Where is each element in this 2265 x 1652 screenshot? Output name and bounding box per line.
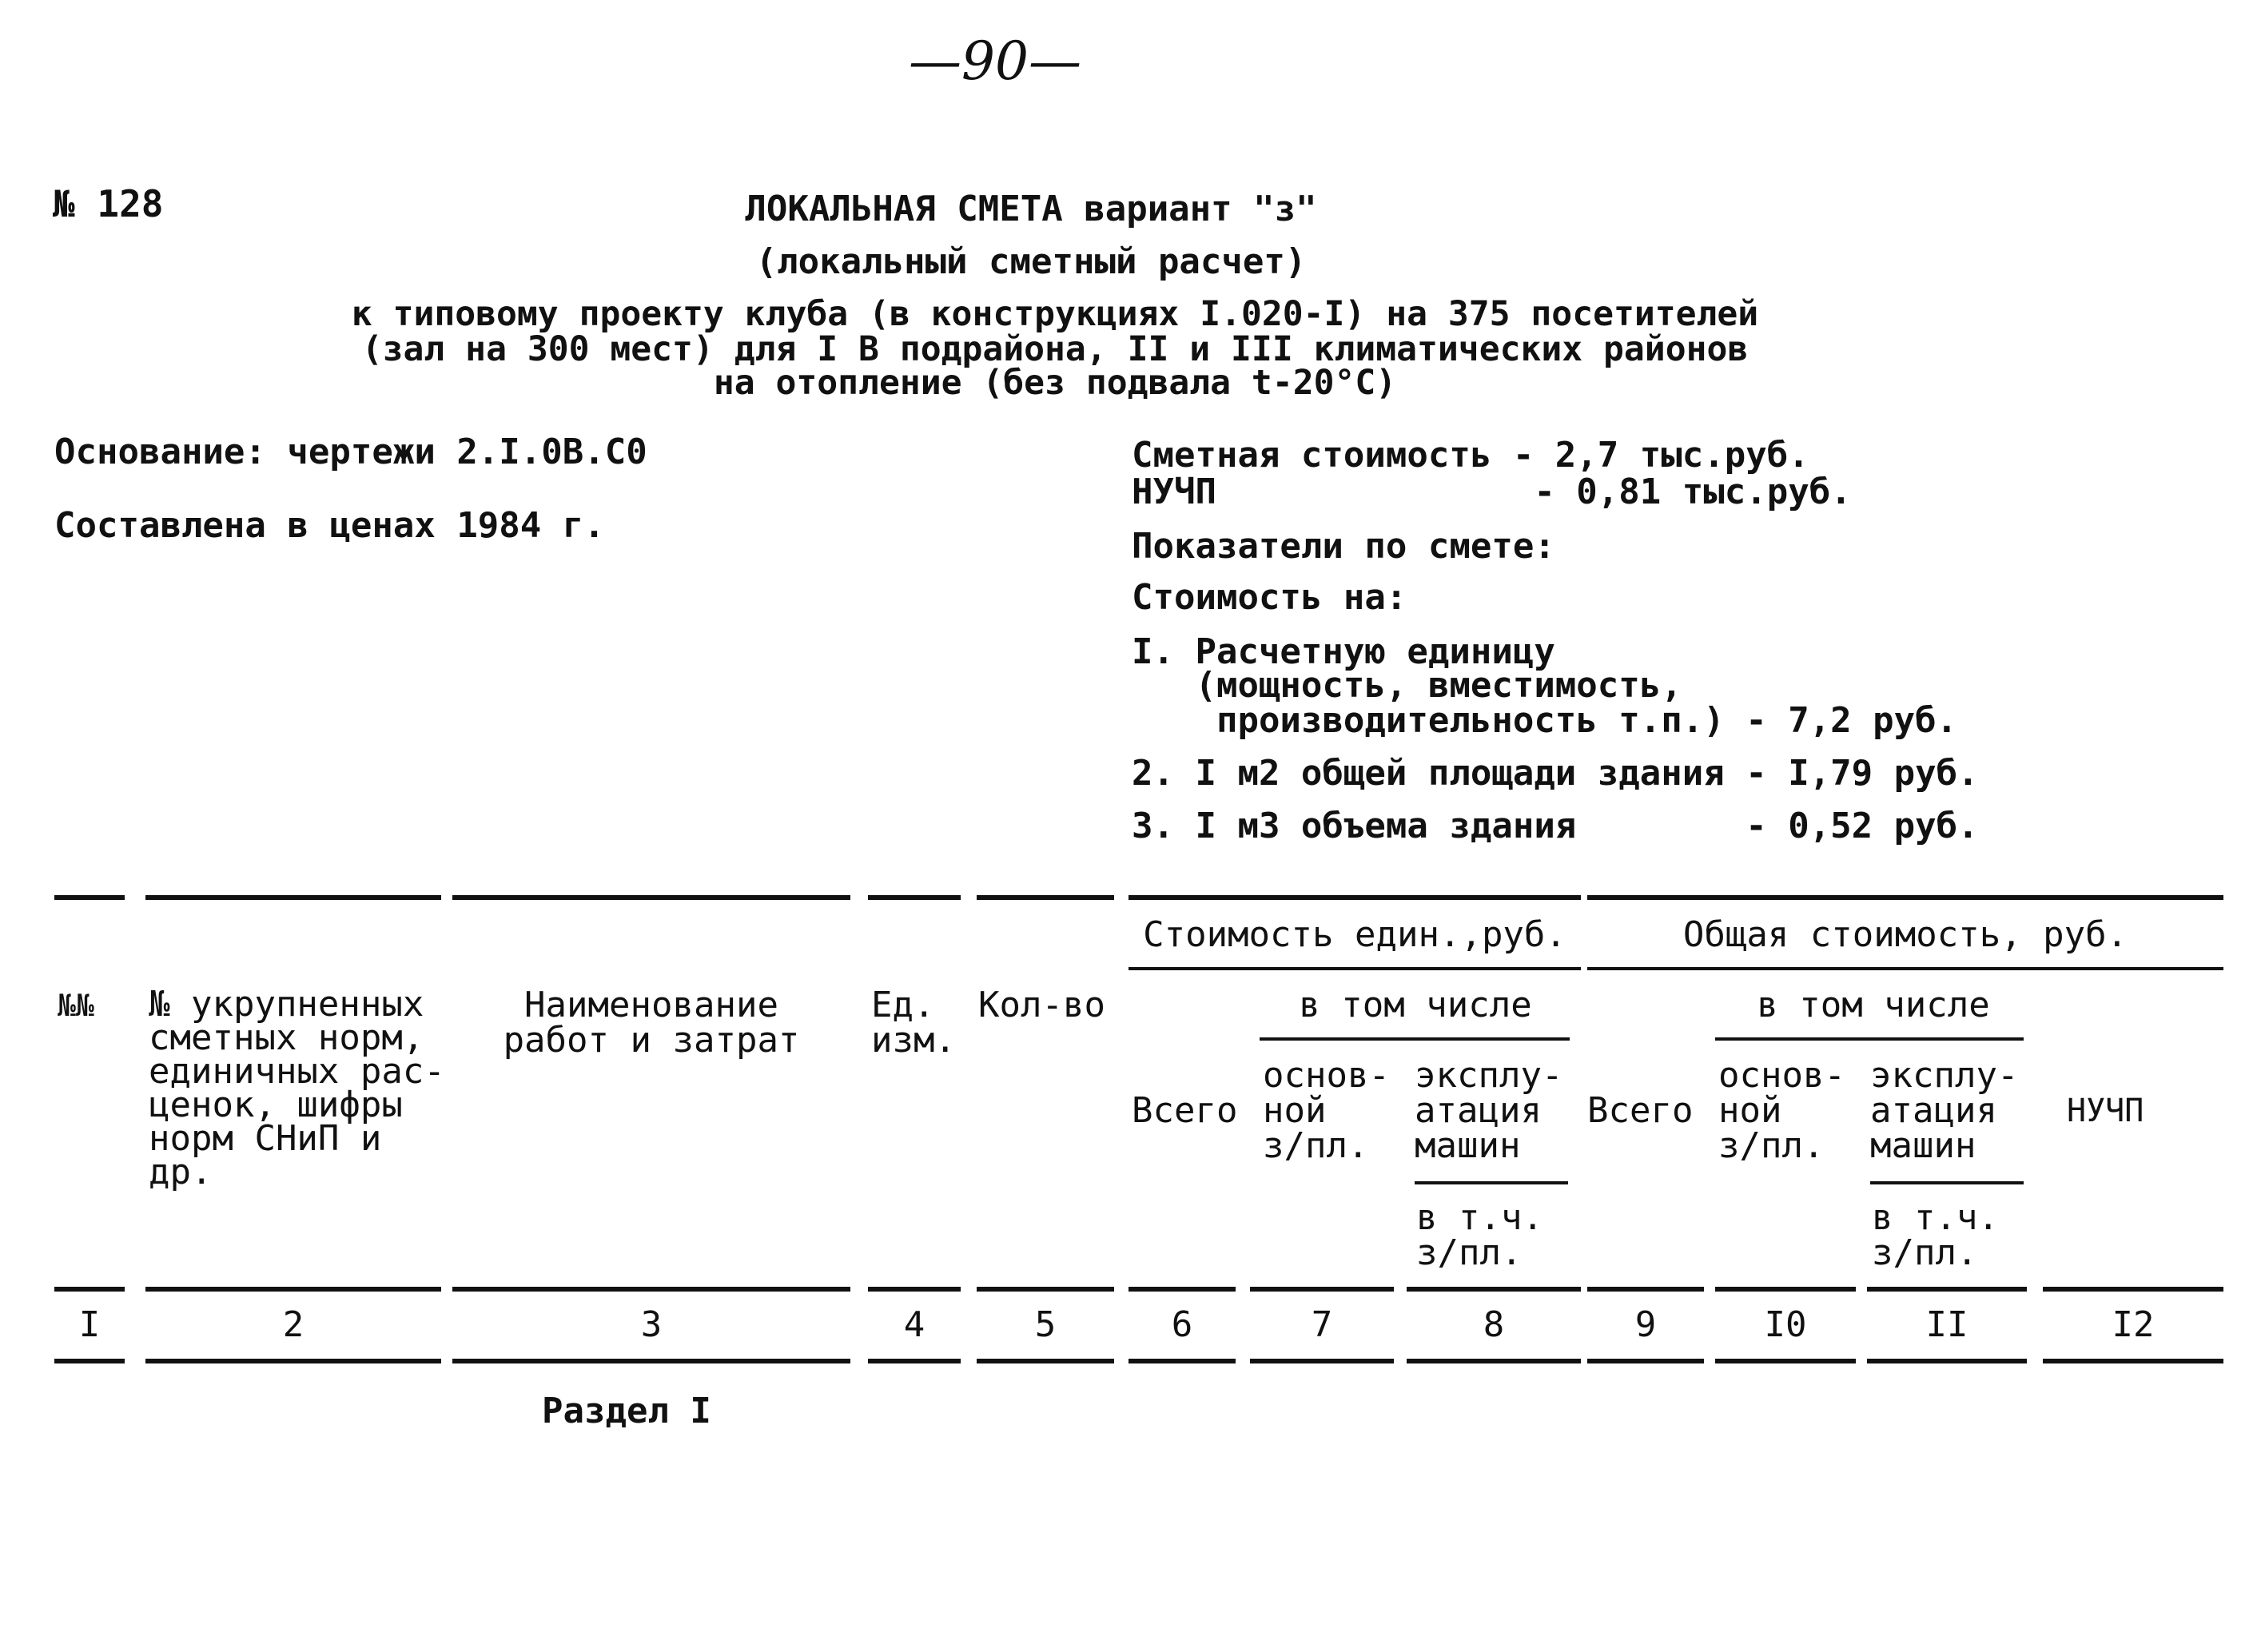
col-header-quantity: Кол-во [978, 985, 1105, 1025]
col-header-total-total: Всего [1587, 1090, 1694, 1131]
project-description-line-3: на отопление (без подвала t-20°С) [713, 363, 1397, 403]
col-number-6: 6 [1171, 1304, 1193, 1345]
col-header-unit: Ед. изм. [871, 985, 956, 1061]
col-header-machine-total: эксплу- атация машин [1870, 1055, 2019, 1166]
machine-rule-total [1870, 1181, 2024, 1184]
table-top-rule-7 [1587, 895, 2223, 900]
numbers-bottom-rule-4 [868, 1359, 961, 1363]
nuchp-cost: НУЧП - 0,81 тыс.руб. [1132, 472, 1852, 512]
col-header-incl-wage-unit: в т.ч. з/пл. [1416, 1197, 1543, 1273]
numbers-bottom-rule-9 [1587, 1359, 1704, 1363]
col-header-basic-wage-unit: основ- ной з/пл. [1263, 1055, 1390, 1166]
numbers-bottom-rule-10 [1715, 1359, 1856, 1363]
document-title: ЛОКАЛЬНАЯ СМЕТА вариант "з" [745, 189, 1317, 229]
total-cost-group-header: Общая стоимость, руб. [1682, 914, 2128, 955]
indicators-label: Показатели по смете: [1132, 526, 1555, 567]
col-header-work-name: Наименование работ и затрат [503, 985, 800, 1061]
numbers-bottom-rule-2 [145, 1359, 441, 1363]
col-header-machine-unit: эксплу- атация машин [1415, 1055, 1563, 1166]
header-bottom-rule-6 [1129, 1287, 1236, 1292]
header-bottom-rule-10 [1715, 1287, 1856, 1292]
incl-header-unit: в том числе [1299, 985, 1532, 1025]
page-number: —90— [909, 30, 1081, 92]
numbers-bottom-rule-5 [977, 1359, 1114, 1363]
indicator-3: 3. I м3 объема здания - 0,52 руб. [1132, 806, 1979, 846]
col-header-basic-wage-total: основ- ной з/пл. [1718, 1055, 1845, 1166]
indicator-1-line-2: (мощность, вместимость, [1132, 665, 1682, 706]
table-top-rule-4 [868, 895, 961, 900]
col-number-1: I [78, 1304, 101, 1345]
total-cost-group-rule [1587, 967, 2223, 970]
section-heading: Раздел I [542, 1391, 711, 1431]
header-bottom-rule-12 [2043, 1287, 2223, 1292]
project-description-line-2: (зал на 300 мест) для I В подрайона, II и III климатических районов [361, 329, 1749, 369]
incl-rule-unit [1260, 1037, 1570, 1041]
numbers-bottom-rule-1 [54, 1359, 125, 1363]
header-bottom-rule-2 [145, 1287, 441, 1292]
cost-on-label: Стоимость на: [1132, 577, 1407, 618]
header-bottom-rule-9 [1587, 1287, 1704, 1292]
col-number-5: 5 [1034, 1304, 1057, 1345]
header-bottom-rule-5 [977, 1287, 1114, 1292]
indicator-2: 2. I м2 общей площади здания - I,79 руб. [1132, 753, 1979, 794]
col-number-8: 8 [1483, 1304, 1505, 1345]
col-number-11: II [1925, 1304, 1968, 1345]
numbers-bottom-rule-7 [1250, 1359, 1394, 1363]
table-top-rule-6 [1129, 895, 1581, 900]
unit-cost-group-rule [1129, 967, 1581, 970]
col-header-total-unit: Всего [1132, 1090, 1238, 1131]
numbers-bottom-rule-11 [1867, 1359, 2027, 1363]
table-top-rule-3 [452, 895, 850, 900]
document-subtitle: (локальный сметный расчет) [755, 241, 1307, 282]
header-bottom-rule-3 [452, 1287, 850, 1292]
estimated-cost: Сметная стоимость - 2,7 тыс.руб. [1132, 435, 1809, 476]
indicator-1-line-1: I. Расчетную единицу [1132, 631, 1555, 672]
incl-rule-total [1715, 1037, 2024, 1041]
basis-text: Основание: чертежи 2.I.0В.С0 [54, 432, 647, 472]
col-header-number: №№ [58, 988, 94, 1023]
table-top-rule-2 [145, 895, 441, 900]
numbers-bottom-rule-8 [1407, 1359, 1581, 1363]
document-number: № 128 [53, 182, 164, 225]
col-number-4: 4 [903, 1304, 926, 1345]
header-bottom-rule-4 [868, 1287, 961, 1292]
col-number-12: I2 [2112, 1304, 2155, 1345]
col-header-nuchp: НУЧП [2067, 1093, 2144, 1129]
numbers-bottom-rule-3 [452, 1359, 850, 1363]
header-bottom-rule-8 [1407, 1287, 1581, 1292]
header-bottom-rule-7 [1250, 1287, 1394, 1292]
incl-header-total: в том числе [1757, 985, 1990, 1025]
col-header-incl-wage-total: в т.ч. з/пл. [1872, 1197, 1999, 1273]
col-number-3: 3 [640, 1304, 663, 1345]
numbers-bottom-rule-12 [2043, 1359, 2223, 1363]
indicator-1-line-3: производительность т.п.) - 7,2 руб. [1132, 700, 1958, 741]
table-top-rule-5 [977, 895, 1114, 900]
col-header-norms: № укрупненных сметных норм, единичных рас- ценок, шифры норм СНиП и др. [149, 984, 445, 1192]
col-number-10: I0 [1764, 1304, 1807, 1345]
machine-rule-unit [1415, 1181, 1568, 1184]
header-bottom-rule-1 [54, 1287, 125, 1292]
table-top-rule-1 [54, 895, 125, 900]
price-year-text: Составлена в ценах 1984 г. [54, 505, 605, 546]
project-description-line-1: к типовому проекту клуба (в конструкциях I.020-I) на 375 посетителей [351, 294, 1759, 334]
header-bottom-rule-11 [1867, 1287, 2027, 1292]
col-number-7: 7 [1311, 1304, 1333, 1345]
col-number-2: 2 [282, 1304, 305, 1345]
unit-cost-group-header: Стоимость един.,руб. [1143, 914, 1566, 955]
col-number-9: 9 [1634, 1304, 1657, 1345]
numbers-bottom-rule-6 [1129, 1359, 1236, 1363]
